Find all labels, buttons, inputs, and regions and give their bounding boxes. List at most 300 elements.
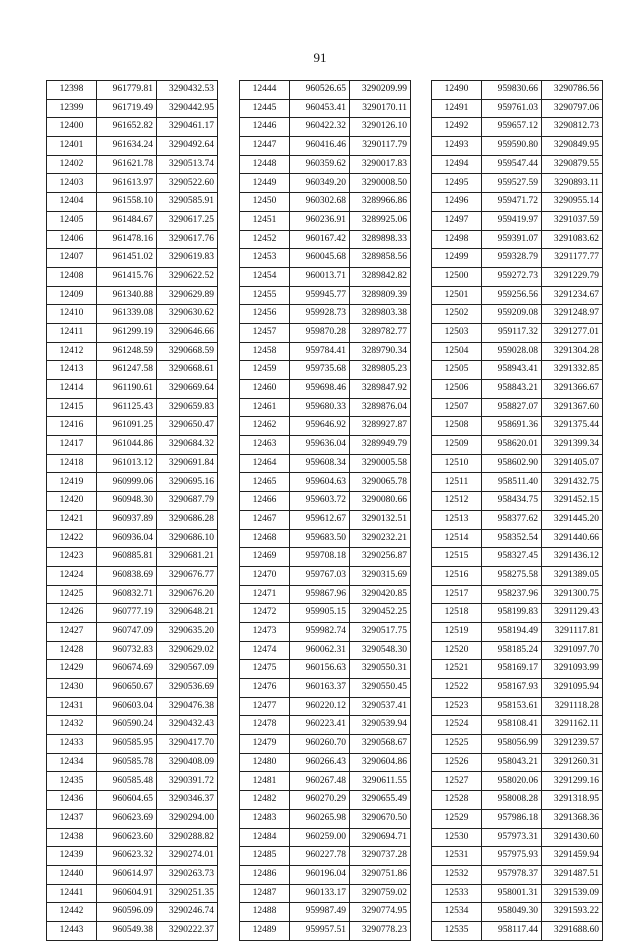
table-row <box>47 753 218 772</box>
table-row <box>47 137 218 156</box>
table-row <box>240 828 411 847</box>
x-coordinate-cell: 960936.04 <box>97 529 157 548</box>
y-coordinate-cell: 3291539.09 <box>542 884 603 903</box>
point-number-cell: 12427 <box>47 622 97 641</box>
point-number-cell: 12504 <box>432 342 482 361</box>
x-coordinate-cell: 957986.18 <box>482 809 542 828</box>
point-number-cell: 12484 <box>240 828 290 847</box>
y-coordinate-cell: 3290879.55 <box>542 155 603 174</box>
table-row <box>432 809 603 828</box>
y-coordinate-cell: 3290670.50 <box>350 809 411 828</box>
point-number-cell: 12508 <box>432 417 482 436</box>
point-number-cell: 12423 <box>47 548 97 567</box>
point-number-cell: 12403 <box>47 174 97 193</box>
table-row <box>240 323 411 342</box>
x-coordinate-cell: 961451.02 <box>97 249 157 268</box>
x-coordinate-cell: 960359.62 <box>290 155 350 174</box>
x-coordinate-cell: 959957.51 <box>290 921 350 940</box>
table-row <box>240 791 411 810</box>
point-number-cell: 12424 <box>47 566 97 585</box>
y-coordinate-cell: 3290315.69 <box>350 566 411 585</box>
y-coordinate-cell: 3290256.87 <box>350 548 411 567</box>
x-coordinate-cell: 961613.97 <box>97 174 157 193</box>
table-row <box>240 398 411 417</box>
y-coordinate-cell: 3290517.75 <box>350 622 411 641</box>
table-row <box>47 286 218 305</box>
table-row <box>240 454 411 473</box>
y-coordinate-cell: 3290294.00 <box>157 809 218 828</box>
table-row <box>47 828 218 847</box>
x-coordinate-cell: 960259.00 <box>290 828 350 847</box>
table-row <box>240 716 411 735</box>
table-row <box>240 529 411 548</box>
table-row <box>47 267 218 286</box>
y-coordinate-cell: 3291432.75 <box>542 473 603 492</box>
point-number-cell: 12422 <box>47 529 97 548</box>
point-number-cell: 12440 <box>47 865 97 884</box>
point-number-cell: 12522 <box>432 679 482 698</box>
point-number-cell: 12488 <box>240 903 290 922</box>
y-coordinate-cell: 3289927.87 <box>350 417 411 436</box>
x-coordinate-cell: 961339.08 <box>97 305 157 324</box>
x-coordinate-cell: 960133.17 <box>290 884 350 903</box>
y-coordinate-cell: 3290737.28 <box>350 847 411 866</box>
x-coordinate-cell: 959698.46 <box>290 380 350 399</box>
point-number-cell: 12411 <box>47 323 97 342</box>
y-coordinate-cell: 3291097.70 <box>542 641 603 660</box>
y-coordinate-cell: 3290492.64 <box>157 137 218 156</box>
x-coordinate-cell: 957978.37 <box>482 865 542 884</box>
x-coordinate-cell: 958691.36 <box>482 417 542 436</box>
x-coordinate-cell: 960045.68 <box>290 249 350 268</box>
x-coordinate-cell: 960156.63 <box>290 660 350 679</box>
point-number-cell: 12496 <box>432 193 482 212</box>
point-number-cell: 12410 <box>47 305 97 324</box>
x-coordinate-cell: 959547.44 <box>482 155 542 174</box>
x-coordinate-cell: 960948.30 <box>97 492 157 511</box>
table-row <box>240 585 411 604</box>
table-row <box>432 436 603 455</box>
y-coordinate-cell: 3290476.38 <box>157 697 218 716</box>
y-coordinate-cell: 3291177.77 <box>542 249 603 268</box>
y-coordinate-cell: 3290786.56 <box>542 81 603 100</box>
table-row <box>240 417 411 436</box>
table-row <box>47 809 218 828</box>
point-number-cell: 12511 <box>432 473 482 492</box>
point-number-cell: 12447 <box>240 137 290 156</box>
x-coordinate-cell: 960604.65 <box>97 791 157 810</box>
table-row <box>240 566 411 585</box>
y-coordinate-cell: 3290751.86 <box>350 865 411 884</box>
y-coordinate-cell: 3290408.09 <box>157 753 218 772</box>
table-row <box>432 791 603 810</box>
table-row <box>47 193 218 212</box>
y-coordinate-cell: 3291095.94 <box>542 679 603 698</box>
x-coordinate-cell: 959867.96 <box>290 585 350 604</box>
table-row <box>432 697 603 716</box>
table-row <box>240 865 411 884</box>
y-coordinate-cell: 3290391.72 <box>157 772 218 791</box>
y-coordinate-cell: 3290585.91 <box>157 193 218 212</box>
x-coordinate-cell: 961719.49 <box>97 99 157 118</box>
point-number-cell: 12429 <box>47 660 97 679</box>
x-coordinate-cell: 958620.01 <box>482 436 542 455</box>
x-coordinate-cell: 958049.30 <box>482 903 542 922</box>
y-coordinate-cell: 3290420.85 <box>350 585 411 604</box>
table-row <box>432 155 603 174</box>
x-coordinate-cell: 960236.91 <box>290 211 350 230</box>
y-coordinate-cell: 3291318.95 <box>542 791 603 810</box>
point-number-cell: 12399 <box>47 99 97 118</box>
y-coordinate-cell: 3290017.83 <box>350 155 411 174</box>
point-number-cell: 12409 <box>47 286 97 305</box>
point-number-cell: 12426 <box>47 604 97 623</box>
table-row <box>47 211 218 230</box>
x-coordinate-cell: 959657.12 <box>482 118 542 137</box>
y-coordinate-cell: 3291399.34 <box>542 436 603 455</box>
table-row <box>240 174 411 193</box>
point-number-cell: 12479 <box>240 735 290 754</box>
point-number-cell: 12532 <box>432 865 482 884</box>
y-coordinate-cell: 3291430.60 <box>542 828 603 847</box>
y-coordinate-cell: 3291375.44 <box>542 417 603 436</box>
point-number-cell: 12444 <box>240 81 290 100</box>
x-coordinate-cell: 959761.03 <box>482 99 542 118</box>
x-coordinate-cell: 961478.16 <box>97 230 157 249</box>
point-number-cell: 12501 <box>432 286 482 305</box>
point-number-cell: 12503 <box>432 323 482 342</box>
y-coordinate-cell: 3290170.11 <box>350 99 411 118</box>
x-coordinate-cell: 959604.63 <box>290 473 350 492</box>
table-row <box>47 380 218 399</box>
y-coordinate-cell: 3289809.39 <box>350 286 411 305</box>
table-row <box>240 211 411 230</box>
table-row <box>47 436 218 455</box>
x-coordinate-cell: 960585.48 <box>97 772 157 791</box>
y-coordinate-cell: 3290550.31 <box>350 660 411 679</box>
table-row <box>47 679 218 698</box>
y-coordinate-cell: 3290646.66 <box>157 323 218 342</box>
x-coordinate-cell: 957975.93 <box>482 847 542 866</box>
x-coordinate-cell: 960220.12 <box>290 697 350 716</box>
table-row <box>432 847 603 866</box>
point-number-cell: 12425 <box>47 585 97 604</box>
point-number-cell: 12412 <box>47 342 97 361</box>
y-coordinate-cell: 3289847.92 <box>350 380 411 399</box>
point-number-cell: 12493 <box>432 137 482 156</box>
y-coordinate-cell: 3290668.61 <box>157 361 218 380</box>
y-coordinate-cell: 3290209.99 <box>350 81 411 100</box>
coordinate-table-3 <box>431 80 603 941</box>
point-number-cell: 12466 <box>240 492 290 511</box>
point-number-cell: 12500 <box>432 267 482 286</box>
x-coordinate-cell: 958001.31 <box>482 884 542 903</box>
y-coordinate-cell: 3290008.50 <box>350 174 411 193</box>
point-number-cell: 12480 <box>240 753 290 772</box>
point-number-cell: 12495 <box>432 174 482 193</box>
table-row <box>432 417 603 436</box>
x-coordinate-cell: 958108.41 <box>482 716 542 735</box>
point-number-cell: 12419 <box>47 473 97 492</box>
y-coordinate-cell: 3291239.57 <box>542 735 603 754</box>
table-row <box>240 155 411 174</box>
y-coordinate-cell: 3290694.71 <box>350 828 411 847</box>
y-coordinate-cell: 3289790.34 <box>350 342 411 361</box>
x-coordinate-cell: 960732.83 <box>97 641 157 660</box>
x-coordinate-cell: 959272.73 <box>482 267 542 286</box>
x-coordinate-cell: 959419.97 <box>482 211 542 230</box>
y-coordinate-cell: 3290668.59 <box>157 342 218 361</box>
table-row <box>432 323 603 342</box>
x-coordinate-cell: 960885.81 <box>97 548 157 567</box>
table-row <box>432 510 603 529</box>
y-coordinate-cell: 3290629.89 <box>157 286 218 305</box>
y-coordinate-cell: 3291452.15 <box>542 492 603 511</box>
x-coordinate-cell: 959590.80 <box>482 137 542 156</box>
x-coordinate-cell: 958020.06 <box>482 772 542 791</box>
x-coordinate-cell: 961247.58 <box>97 361 157 380</box>
y-coordinate-cell: 3291129.43 <box>542 604 603 623</box>
point-number-cell: 12509 <box>432 436 482 455</box>
point-number-cell: 12464 <box>240 454 290 473</box>
x-coordinate-cell: 960603.04 <box>97 697 157 716</box>
y-coordinate-cell: 3290611.55 <box>350 772 411 791</box>
table-row <box>432 267 603 286</box>
x-coordinate-cell: 960596.09 <box>97 903 157 922</box>
table-row <box>240 510 411 529</box>
coordinate-table-1 <box>46 80 218 941</box>
page-number: 91 <box>313 50 327 65</box>
point-number-cell: 12416 <box>47 417 97 436</box>
x-coordinate-cell: 958943.41 <box>482 361 542 380</box>
table-row <box>47 361 218 380</box>
point-number-cell: 12408 <box>47 267 97 286</box>
y-coordinate-cell: 3290630.62 <box>157 305 218 324</box>
point-number-cell: 12517 <box>432 585 482 604</box>
point-number-cell: 12476 <box>240 679 290 698</box>
point-number-cell: 12502 <box>432 305 482 324</box>
x-coordinate-cell: 961299.19 <box>97 323 157 342</box>
x-coordinate-cell: 960623.69 <box>97 809 157 828</box>
x-coordinate-cell: 960838.69 <box>97 566 157 585</box>
x-coordinate-cell: 960167.42 <box>290 230 350 249</box>
y-coordinate-cell: 3290432.53 <box>157 81 218 100</box>
x-coordinate-cell: 960416.46 <box>290 137 350 156</box>
point-number-cell: 12469 <box>240 548 290 567</box>
x-coordinate-cell: 959905.15 <box>290 604 350 623</box>
table-row <box>240 697 411 716</box>
table-row <box>240 903 411 922</box>
x-coordinate-cell: 959527.59 <box>482 174 542 193</box>
point-number-cell: 12529 <box>432 809 482 828</box>
y-coordinate-cell: 3291162.11 <box>542 716 603 735</box>
y-coordinate-cell: 3290684.32 <box>157 436 218 455</box>
point-number-cell: 12433 <box>47 735 97 754</box>
table-row <box>47 660 218 679</box>
table-row <box>47 342 218 361</box>
table-row <box>432 903 603 922</box>
x-coordinate-cell: 958194.49 <box>482 622 542 641</box>
point-number-cell: 12473 <box>240 622 290 641</box>
table-row <box>432 716 603 735</box>
y-coordinate-cell: 3290417.70 <box>157 735 218 754</box>
table-row <box>47 454 218 473</box>
point-number-cell: 12499 <box>432 249 482 268</box>
x-coordinate-cell: 961013.12 <box>97 454 157 473</box>
y-coordinate-cell: 3290686.28 <box>157 510 218 529</box>
y-coordinate-cell: 3291299.16 <box>542 772 603 791</box>
point-number-cell: 12475 <box>240 660 290 679</box>
x-coordinate-cell: 960422.32 <box>290 118 350 137</box>
point-number-cell: 12465 <box>240 473 290 492</box>
point-number-cell: 12432 <box>47 716 97 735</box>
y-coordinate-cell: 3290604.86 <box>350 753 411 772</box>
point-number-cell: 12457 <box>240 323 290 342</box>
table-row <box>47 249 218 268</box>
y-coordinate-cell: 3290695.16 <box>157 473 218 492</box>
y-coordinate-cell: 3291405.07 <box>542 454 603 473</box>
y-coordinate-cell: 3290513.74 <box>157 155 218 174</box>
x-coordinate-cell: 961558.10 <box>97 193 157 212</box>
point-number-cell: 12453 <box>240 249 290 268</box>
y-coordinate-cell: 3290648.21 <box>157 604 218 623</box>
table-row <box>240 361 411 380</box>
point-number-cell: 12442 <box>47 903 97 922</box>
x-coordinate-cell: 959391.07 <box>482 230 542 249</box>
x-coordinate-cell: 960585.78 <box>97 753 157 772</box>
x-coordinate-cell: 959784.41 <box>290 342 350 361</box>
table-row <box>240 230 411 249</box>
x-coordinate-cell: 960453.41 <box>290 99 350 118</box>
table-row <box>47 604 218 623</box>
point-number-cell: 12407 <box>47 249 97 268</box>
x-coordinate-cell: 960227.78 <box>290 847 350 866</box>
x-coordinate-cell: 960223.41 <box>290 716 350 735</box>
y-coordinate-cell: 3291093.99 <box>542 660 603 679</box>
y-coordinate-cell: 3290548.30 <box>350 641 411 660</box>
point-number-cell: 12491 <box>432 99 482 118</box>
table-row <box>432 604 603 623</box>
table-row <box>240 884 411 903</box>
point-number-cell: 12530 <box>432 828 482 847</box>
y-coordinate-cell: 3291688.60 <box>542 921 603 940</box>
table-row <box>432 772 603 791</box>
table-row <box>432 99 603 118</box>
table-row <box>240 604 411 623</box>
table-row <box>240 492 411 511</box>
table-row <box>432 529 603 548</box>
table-row <box>240 305 411 324</box>
y-coordinate-cell: 3290669.64 <box>157 380 218 399</box>
x-coordinate-cell: 961634.24 <box>97 137 157 156</box>
x-coordinate-cell: 959636.04 <box>290 436 350 455</box>
x-coordinate-cell: 959708.18 <box>290 548 350 567</box>
y-coordinate-cell: 3290622.52 <box>157 267 218 286</box>
x-coordinate-cell: 961340.88 <box>97 286 157 305</box>
y-coordinate-cell: 3289898.33 <box>350 230 411 249</box>
x-coordinate-cell: 959256.56 <box>482 286 542 305</box>
point-number-cell: 12400 <box>47 118 97 137</box>
y-coordinate-cell: 3290452.25 <box>350 604 411 623</box>
x-coordinate-cell: 959608.34 <box>290 454 350 473</box>
point-number-cell: 12462 <box>240 417 290 436</box>
point-number-cell: 12461 <box>240 398 290 417</box>
table-row <box>432 380 603 399</box>
table-row <box>432 921 603 940</box>
table-row <box>432 174 603 193</box>
point-number-cell: 12404 <box>47 193 97 212</box>
point-number-cell: 12446 <box>240 118 290 137</box>
x-coordinate-cell: 959680.33 <box>290 398 350 417</box>
point-number-cell: 12527 <box>432 772 482 791</box>
x-coordinate-cell: 961044.86 <box>97 436 157 455</box>
table-row <box>432 81 603 100</box>
y-coordinate-cell: 3289782.77 <box>350 323 411 342</box>
point-number-cell: 12482 <box>240 791 290 810</box>
x-coordinate-cell: 960590.24 <box>97 716 157 735</box>
y-coordinate-cell: 3291248.97 <box>542 305 603 324</box>
x-coordinate-cell: 960937.89 <box>97 510 157 529</box>
table-row <box>240 267 411 286</box>
point-number-cell: 12525 <box>432 735 482 754</box>
y-coordinate-cell: 3290686.10 <box>157 529 218 548</box>
point-number-cell: 12448 <box>240 155 290 174</box>
point-number-cell: 12441 <box>47 884 97 903</box>
y-coordinate-cell: 3290650.47 <box>157 417 218 436</box>
point-number-cell: 12414 <box>47 380 97 399</box>
point-number-cell: 12439 <box>47 847 97 866</box>
x-coordinate-cell: 960163.37 <box>290 679 350 698</box>
point-number-cell: 12402 <box>47 155 97 174</box>
table-row <box>240 772 411 791</box>
point-number-cell: 12398 <box>47 81 97 100</box>
table-row <box>47 641 218 660</box>
x-coordinate-cell: 958117.44 <box>482 921 542 940</box>
table-row <box>240 921 411 940</box>
table-row <box>47 230 218 249</box>
x-coordinate-cell: 960526.65 <box>290 81 350 100</box>
point-number-cell: 12518 <box>432 604 482 623</box>
x-coordinate-cell: 958602.90 <box>482 454 542 473</box>
x-coordinate-cell: 958377.62 <box>482 510 542 529</box>
table-row <box>47 305 218 324</box>
y-coordinate-cell: 3289858.56 <box>350 249 411 268</box>
x-coordinate-cell: 959683.50 <box>290 529 350 548</box>
x-coordinate-cell: 958511.40 <box>482 473 542 492</box>
x-coordinate-cell: 960270.29 <box>290 791 350 810</box>
y-coordinate-cell: 3290893.11 <box>542 174 603 193</box>
point-number-cell: 12417 <box>47 436 97 455</box>
y-coordinate-cell: 3291083.62 <box>542 230 603 249</box>
y-coordinate-cell: 3290778.23 <box>350 921 411 940</box>
x-coordinate-cell: 959767.03 <box>290 566 350 585</box>
y-coordinate-cell: 3290442.95 <box>157 99 218 118</box>
point-number-cell: 12490 <box>432 81 482 100</box>
y-coordinate-cell: 3291368.36 <box>542 809 603 828</box>
point-number-cell: 12470 <box>240 566 290 585</box>
x-coordinate-cell: 959612.67 <box>290 510 350 529</box>
x-coordinate-cell: 958327.45 <box>482 548 542 567</box>
table-row <box>240 436 411 455</box>
table-row <box>47 791 218 810</box>
table-row <box>240 81 411 100</box>
point-number-cell: 12497 <box>432 211 482 230</box>
point-number-cell: 12452 <box>240 230 290 249</box>
x-coordinate-cell: 961248.59 <box>97 342 157 361</box>
point-number-cell: 12534 <box>432 903 482 922</box>
table-row <box>432 622 603 641</box>
x-coordinate-cell: 959209.08 <box>482 305 542 324</box>
